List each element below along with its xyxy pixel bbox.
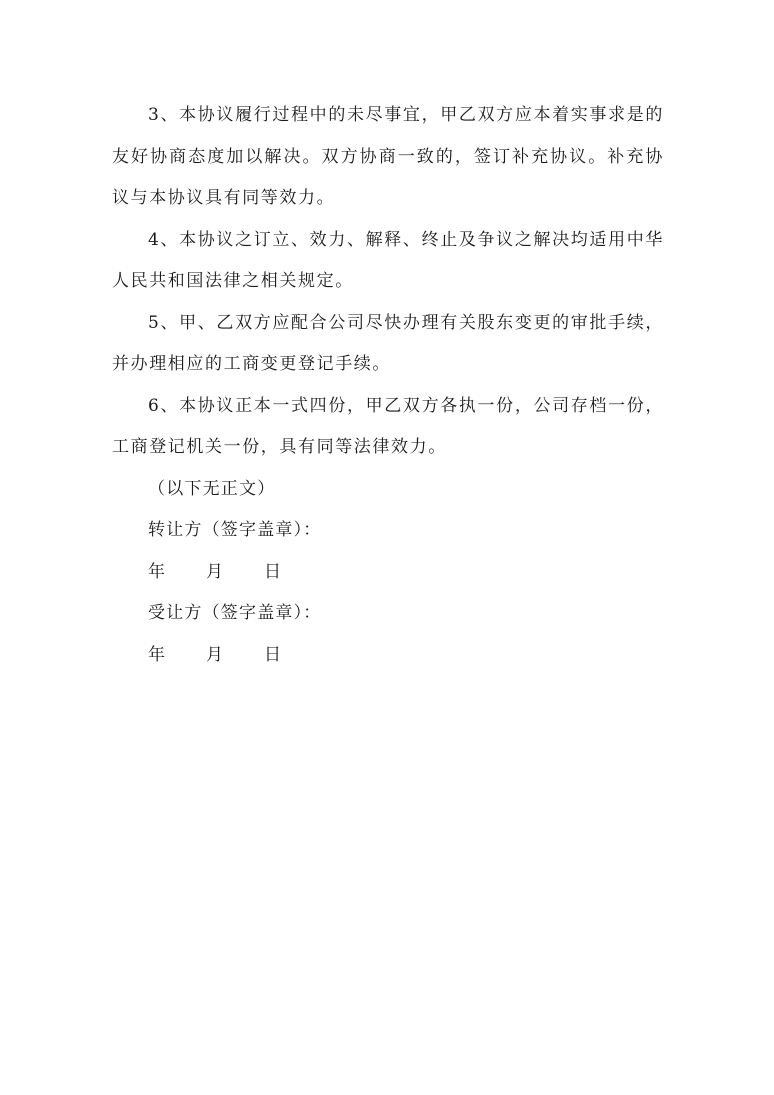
transferee-date-year: 年	[148, 644, 165, 665]
clause-6: 6、本协议正本一式四份，甲乙双方各执一份，公司存档一份，工商登记机关一份，具有同等法律效力。	[112, 395, 664, 457]
clause-3: 3、本协议履行过程中的未尽事宜，甲乙双方应本着实事求是的友好协商态度加以解决。双方协商一致的，签订补充协议。补充协议与本协议具有同等效力。	[112, 105, 664, 208]
transferor-date-month: 月	[206, 561, 223, 582]
clause-4: 4、本协议之订立、效力、解释、终止及争议之解决均适用中华人民共和国法律之相关规定。	[112, 229, 664, 291]
document-body	[112, 95, 664, 676]
transferee-date-line	[112, 635, 664, 677]
end-note: （以下无正文）	[148, 478, 276, 499]
transferor-date-day: 日	[264, 561, 281, 582]
transferor-signature-label: 转让方（签字盖章）：	[148, 520, 322, 540]
transferor-date-year: 年	[148, 561, 165, 582]
transferor-date-line	[112, 552, 664, 594]
transferee-signature-label: 受让方（签字盖章）：	[148, 603, 322, 623]
transferee-date-month: 月	[206, 644, 223, 665]
transferee-date-day: 日	[264, 644, 281, 665]
clause-5: 5、甲、乙双方应配合公司尽快办理有关股东变更的审批手续，并办理相应的工商变更登记手续。	[112, 312, 664, 374]
